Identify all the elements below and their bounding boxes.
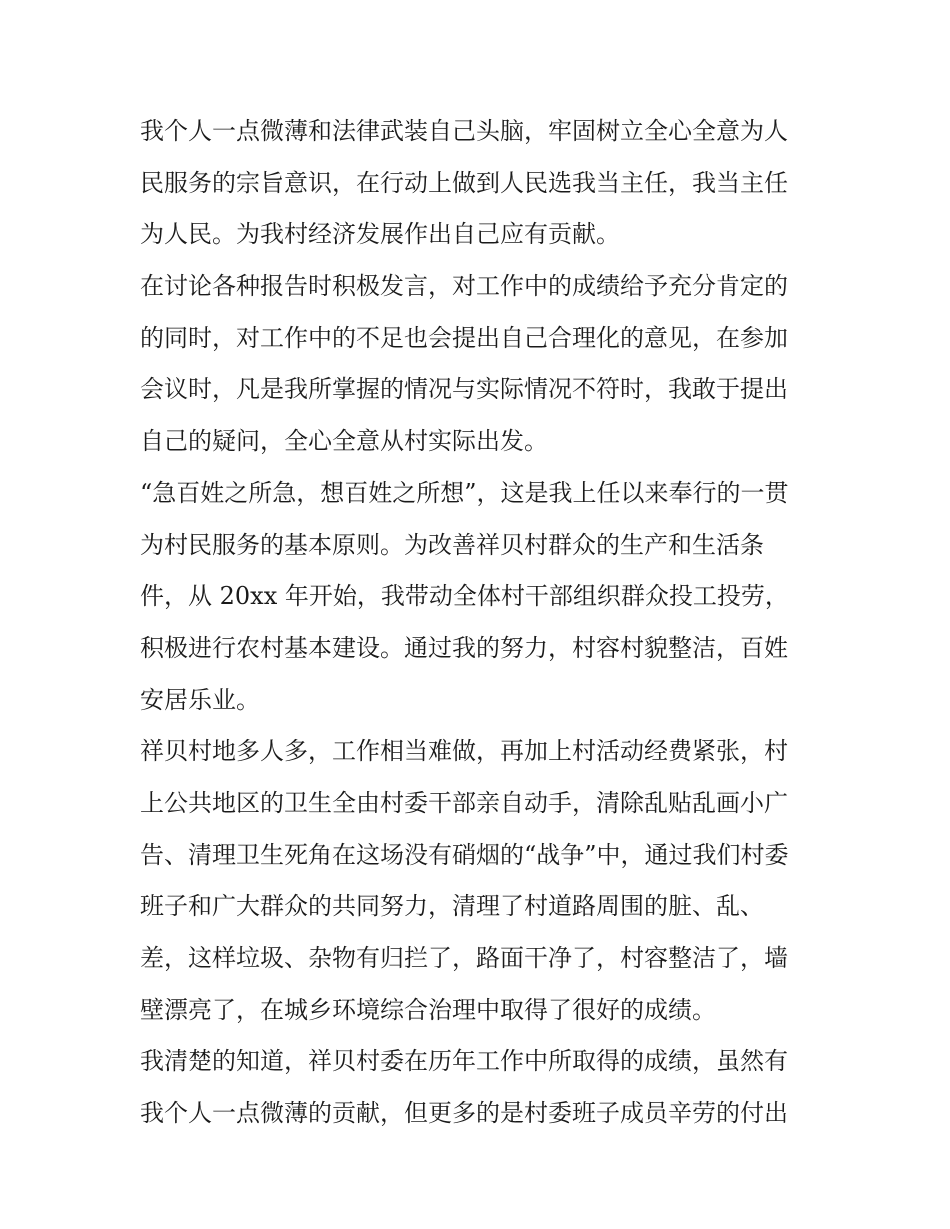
text-line: 上公共地区的卫生全由村委干部亲自动手，清除乱贴乱画小广 bbox=[140, 788, 788, 817]
text-line: 告、清理卫生死角在这场没有硝烟的“战争”中，通过我们村委 bbox=[140, 840, 789, 869]
text-line: 班子和广大群众的共同努力，清理了村道路周围的脏、乱、 bbox=[140, 892, 764, 921]
text-line: 为村民服务的基本原则。为改善祥贝村群众的生产和生活条 bbox=[140, 530, 764, 559]
text-line: 在讨论各种报告时积极发言，对工作中的成绩给予充分肯定的 bbox=[140, 272, 788, 301]
text-line: 我个人一点微薄的贡献，但更多的是村委班子成员辛劳的付出 bbox=[140, 1099, 788, 1128]
text-line: 件，从 20xx 年开始，我带动全体村干部组织群众投工投劳， bbox=[140, 582, 789, 611]
text-line: 祥贝村地多人多，工作相当难做，再加上村活动经费紧张，村 bbox=[140, 737, 788, 766]
text-line: 的同时，对工作中的不足也会提出自己合理化的意见，在参加 bbox=[140, 323, 788, 352]
text-line: 我个人一点微薄和法律武装自己头脑，牢固树立全心全意为人 bbox=[140, 117, 788, 145]
text-line: 自己的疑问，全心全意从村实际出发。 bbox=[140, 427, 548, 456]
document-body bbox=[140, 106, 820, 1140]
text-line: 为人民。为我村经济发展作出自己应有贡献。 bbox=[140, 220, 620, 249]
text-line: 安居乐业。 bbox=[140, 685, 260, 714]
text-line: 积极进行农村基本建设。通过我的努力，村容村貌整洁，百姓 bbox=[140, 633, 788, 662]
text-line: 壁漂亮了，在城乡环境综合治理中取得了很好的成绩。 bbox=[140, 995, 716, 1024]
text-line: 我清楚的知道，祥贝村委在历年工作中所取得的成绩，虽然有 bbox=[140, 1047, 788, 1076]
text-line: “急百姓之所急，想百姓之所想”，这是我上任以来奉行的一贯 bbox=[140, 478, 789, 507]
text-line: 差，这样垃圾、杂物有归拦了，路面干净了，村容整洁了，墙 bbox=[140, 944, 788, 972]
text-line: 民服务的宗旨意识，在行动上做到人民选我当主任，我当主任 bbox=[140, 168, 788, 197]
text-line: 会议时，凡是我所掌握的情况与实际情况不符时，我敢于提出 bbox=[140, 375, 788, 404]
